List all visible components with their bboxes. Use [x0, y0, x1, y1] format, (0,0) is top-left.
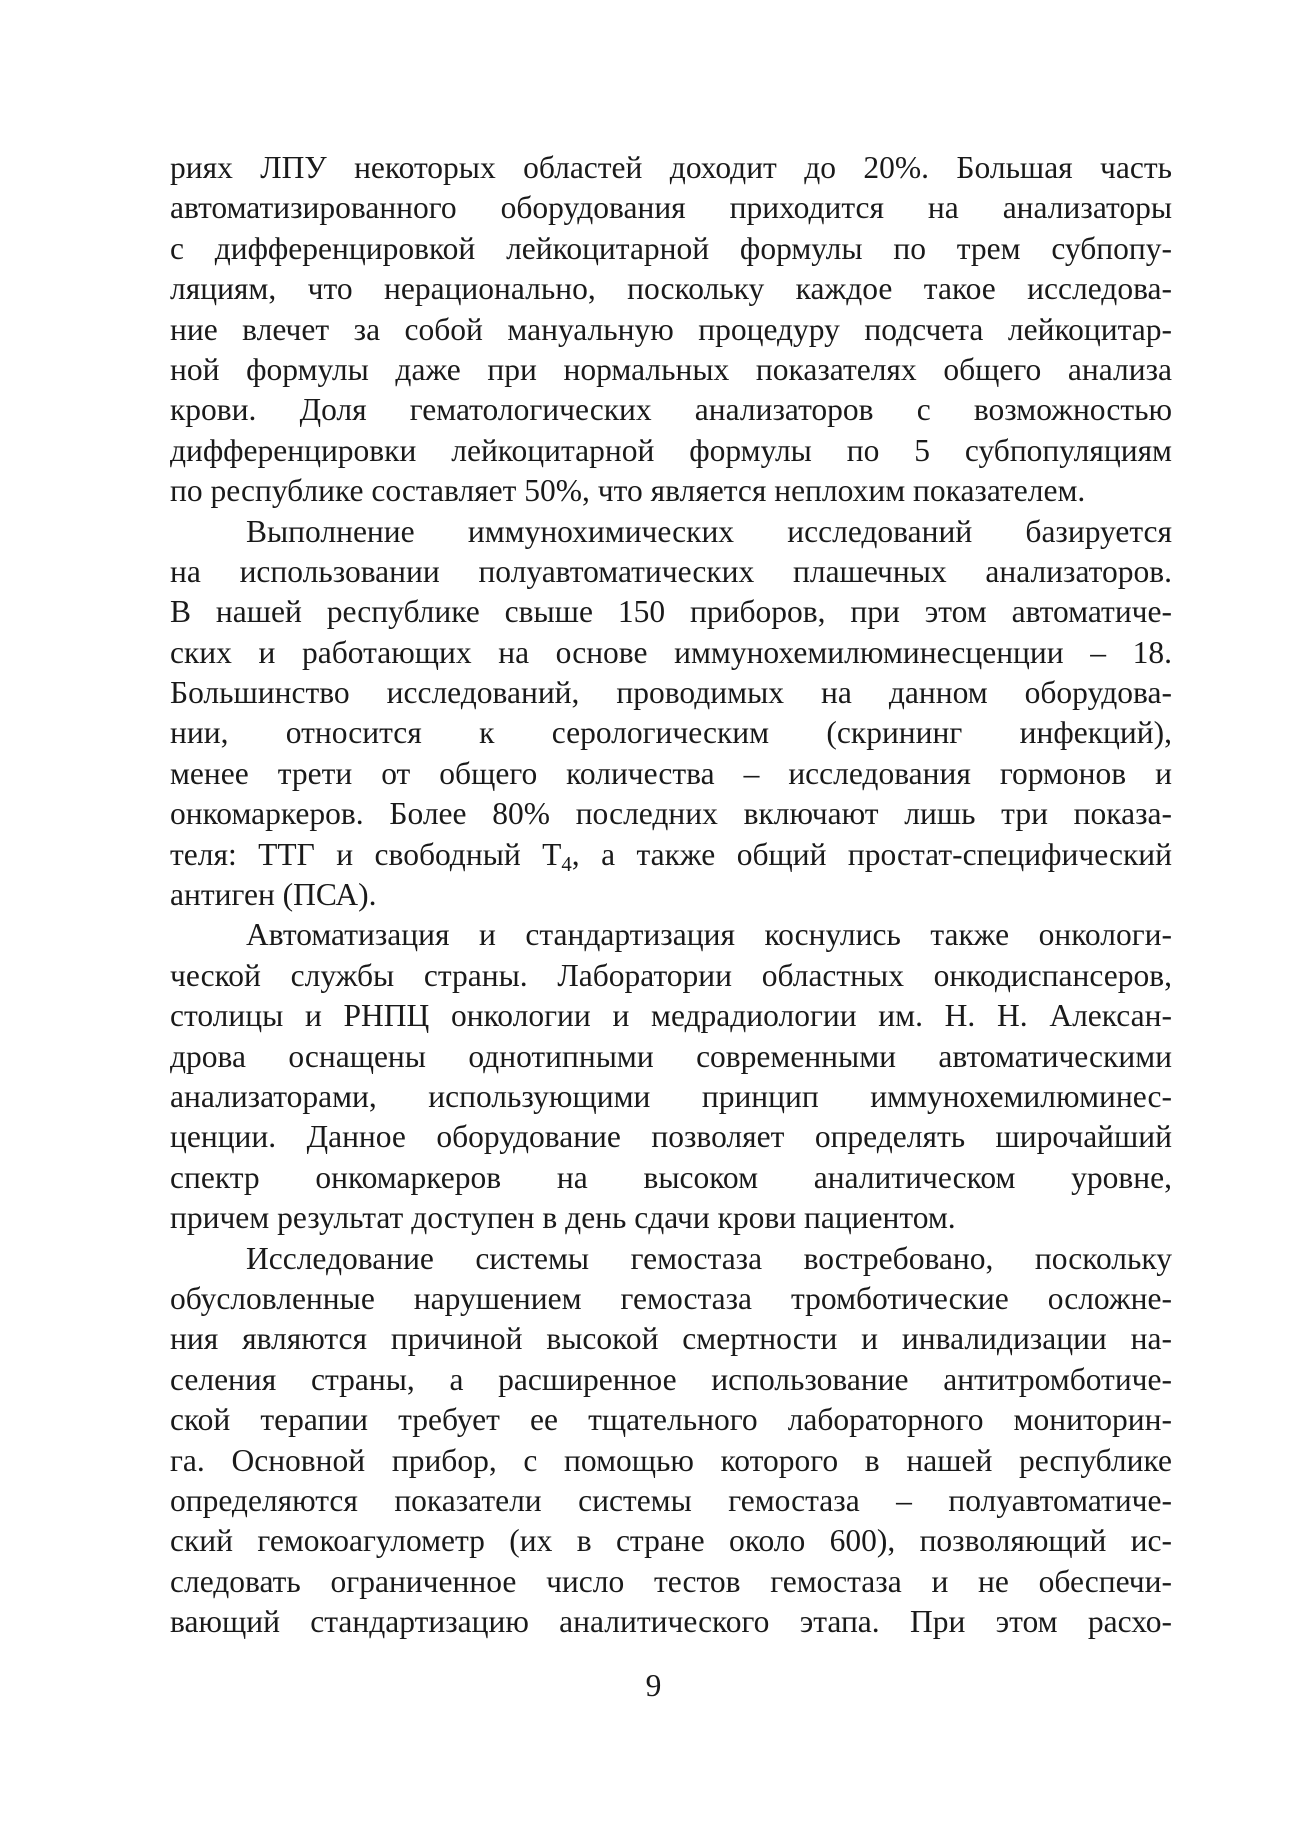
text-segment: теля: ТТГ и свободный Т [170, 836, 562, 872]
text-line: риях ЛПУ некоторых областей доходит до 20%. Большая часть [170, 150, 1172, 185]
text-line: нии, относится к серологическим (скрининг инфекций), [170, 715, 1172, 751]
text-line: Большинство исследований, проводимых на данном оборудова- [170, 675, 1172, 711]
text-line: ценции. Данное оборудование позволяет определять широчайший [170, 1119, 1172, 1155]
paragraph [170, 512, 1172, 916]
text-segment: , а также общий простат-специфический [571, 836, 1172, 872]
text-line: Исследование системы гемостаза востребовано, поскольку [246, 1240, 1172, 1276]
text-line: причем результат доступен в день сдачи крови пациентом. [170, 1200, 956, 1236]
text-line: обусловленные нарушением гемостаза тромботические осложне- [170, 1280, 1172, 1316]
text-line [170, 835, 1172, 875]
text-line: ской терапии требует ее тщательного лабораторного мониторин- [170, 1402, 1172, 1438]
text-line: ский гемокоагулометр (их в стране около 600), позволяющий ис- [170, 1523, 1172, 1559]
text-line: менее трети от общего количества – исследования гормонов и [170, 755, 1172, 791]
text-line: ной формулы даже при нормальных показателях общего анализа [170, 351, 1172, 387]
text-line: онкомаркеров. Более 80% последних включают лишь три показа- [170, 796, 1172, 832]
text-line: крови. Доля гематологических анализаторов с возможностью [170, 392, 1172, 428]
page-number: 9 [645, 1668, 662, 1703]
text-line: ния являются причиной высокой смертности и инвалидизации на- [170, 1321, 1172, 1357]
text-line: анализаторами, использующими принцип иммунохемилюминес- [170, 1078, 1172, 1114]
text-line: га. Основной прибор, с помощью которого в нашей республике [170, 1442, 1172, 1478]
subscript: 4 [561, 852, 572, 876]
paragraph [170, 1239, 1172, 1643]
text-line: спектр онкомаркеров на высоком аналитическом уровне, [170, 1159, 1172, 1195]
text-line: В нашей республике свыше 150 приборов, при этом автоматиче- [170, 594, 1172, 630]
text-line: на использовании полуавтоматических плашечных анализаторов. [170, 553, 1172, 589]
text-line: антиген (ПСА). [170, 877, 377, 913]
paragraph [170, 148, 1172, 512]
text-line: ских и работающих на основе иммунохемилюминесценции – 18. [170, 634, 1172, 670]
text-line: ние влечет за собой мануальную процедуру подсчета лейкоцитар- [170, 311, 1172, 347]
text-line: столицы и РНПЦ онкологии и медрадиологии им. Н. Н. Алексан- [170, 998, 1172, 1034]
text-line: дифференцировки лейкоцитарной формулы по 5 субпопуляциям [170, 432, 1172, 468]
text-line: ляциям, что нерационально, поскольку каждое такое исследова- [170, 271, 1172, 307]
text-line: по республике составляет 50%, что является неплохим показателем. [170, 473, 1086, 509]
text-line: ческой службы страны. Лаборатории областных онкодиспансеров, [170, 957, 1172, 993]
text-line: Автоматизация и стандартизация коснулись также онкологи- [246, 917, 1172, 953]
text-line: с дифференцировкой лейкоцитарной формулы по трем субпопу- [170, 230, 1172, 266]
text-line: вающий стандартизацию аналитического этапа. При этом расхо- [170, 1604, 1172, 1640]
paragraph [170, 915, 1172, 1238]
text-line: следовать ограниченное число тестов гемостаза и не обеспечи- [170, 1563, 1172, 1599]
text-line: Выполнение иммунохимических исследований базируется [246, 513, 1172, 549]
body-text [170, 148, 1172, 1642]
text-line: определяются показатели системы гемостаза – полуавтоматиче- [170, 1482, 1172, 1518]
text-line: дрова оснащены однотипными современными автоматическими [170, 1038, 1172, 1074]
text-line: автоматизированного оборудования приходится на анализаторы [170, 190, 1172, 226]
text-line: селения страны, а расширенное использование антитромботиче- [170, 1361, 1172, 1397]
